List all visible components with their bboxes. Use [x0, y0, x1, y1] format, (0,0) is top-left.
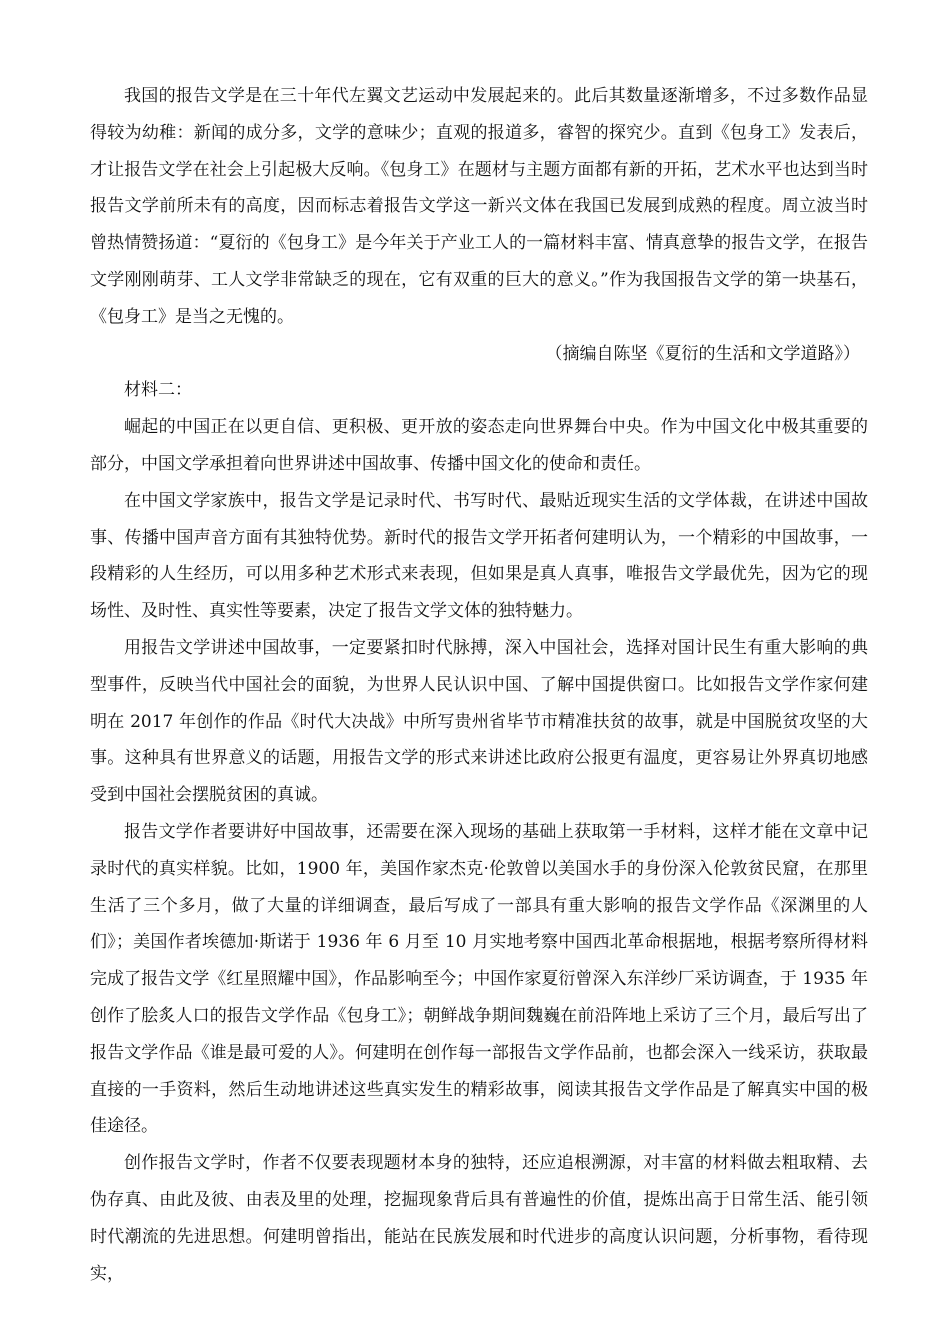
material-two-heading: 材料二：: [124, 380, 192, 401]
paragraph-reportage-advantage: 在中国文学家族中，报告文学是记录时代、书写时代、最贴近现实生活的文学体裁，在讲述中国故事、传播中国声音方面有其独特优势。新时代的报告文学开拓者何建明认为，一个精彩的中国故事，一段精彩的人生经历，可以用多种艺术形式来表现，但如果是真人真事，唯报告文学最优先，因为它的现场性、及时性、真实性等要素，决定了报告文学文体的独特魅力。: [90, 490, 868, 622]
source-citation: （摘编自陈坚《夏衍的生活和文学道路》）: [545, 343, 860, 364]
paragraph-xiayan-baoshengong: 我国的报告文学是在三十年代左翼文艺运动中发展起来的。此后其数量逐渐增多，不过多数作品显得较为幼稚：新闻的成分多，文学的意味少；直观的报道多，睿智的探究少。直到《包身工》发表后，才让报告文学在社会上引起极大反响。《包身工》在题材与主题方面都有新的开拓，艺术水平也达到当时报告文学前所未有的高度，因而标志着报告文学这一新兴文体在我国已发展到成熟的程度。周立波当时曾热情赞扬道：“夏衍的《包身工》是今年关于产业工人的一篇材料丰富、情真意挚的报告文学，在报告文学刚刚萌芽、工人文学非常缺乏的现在，它有双重的巨大的意义。”作为我国报告文学的第一块基石，《包身工》是当之无愧的。: [90, 86, 868, 327]
paragraph-first-hand-material: 报告文学作者要讲好中国故事，还需要在深入现场的基础上获取第一手材料，这样才能在文章中记录时代的真实样貌。比如，1900 年，美国作家杰克·伦敦曾以美国水手的身份深入伦敦贫民窟，在那里生活了三个多月，做了大量的详细调查，最后写成了一部具有重大影响的报告文学作品《深渊里的人们》；美国作者埃德加·斯诺于 1936 年 6 月至 10 月实地考察中国西北革命根据地，根据考察所得材料完成了报告文学《红星照耀中国》，作品影响至今；中国作家夏衍曾深入东洋纱厂采访调查，于 1935 年创作了脍炙人口的报告文学作品《包身工》；朝鲜战争期间魏巍在前沿阵地上采访了三个月，最后写出了报告文学作品《谁是最可爱的人》。何建明在创作每一部报告文学作品前，也都会深入一线采访，获取最直接的一手资料，然后生动地讲述这些真实发生的精彩故事，阅读其报告文学作品是了解真实中国的极佳途径。: [90, 821, 868, 1137]
paragraph-telling-china-stories: 用报告文学讲述中国故事，一定要紧扣时代脉搏，深入中国社会，选择对国计民生有重大影响的典型事件，反映当代中国社会的面貌，为世界人民认识中国、了解中国提供窗口。比如报告文学作家何建明在 2017 年创作的作品《时代大决战》中所写贵州省毕节市精准扶贫的故事，就是中国脱贫攻坚的大事。这种具有世界意义的话题，用报告文学的形式来讲述比政府公报更有温度，更容易让外界真切地感受到中国社会摆脱贫困的真诚。: [90, 637, 868, 806]
paragraph-creation-process: 创作报告文学时，作者不仅要表现题材本身的独特，还应追根溯源，对丰富的材料做去粗取精、去伪存真、由此及彼、由表及里的处理，挖掘现象背后具有普遍性的价值，提炼出高于日常生活、能引领时代潮流的先进思想。何建明曾指出，能站在民族发展和时代进步的高度认识问题，分析事物，看待现实，: [90, 1153, 868, 1284]
paragraph-rising-china: 崛起的中国正在以更自信、更积极、更开放的姿态走向世界舞台中央。作为中国文化中极其重要的部分，中国文学承担着向世界讲述中国故事、传播中国文化的使命和责任。: [90, 417, 868, 474]
document-page: [90, 78, 868, 1292]
